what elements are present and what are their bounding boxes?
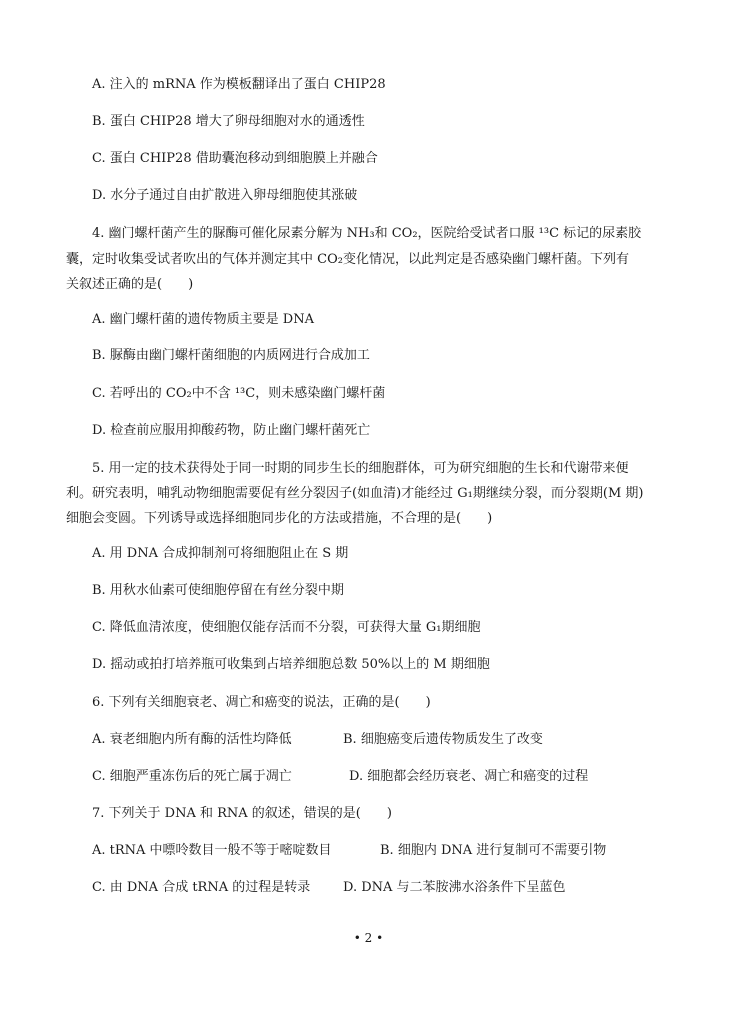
page-number: • 2 •: [353, 931, 384, 945]
q5-option-a: A. 用 DNA 合成抑制剂可将细胞阻止在 S 期: [92, 546, 349, 561]
q4-stem-line-3: 关叙述正确的是( ): [66, 277, 194, 292]
q6-option-a: A. 衰老细胞内所有酶的活性均降低: [92, 732, 292, 747]
q3-option-c: C. 蛋白 CHIP28 借助囊泡移动到细胞膜上并融合: [92, 151, 378, 166]
q6-option-c: C. 细胞严重冻伤后的死亡属于凋亡: [92, 769, 292, 784]
q5-option-b: B. 用秋水仙素可使细胞停留在有丝分裂中期: [92, 583, 344, 598]
q7-option-b: B. 细胞内 DNA 进行复制可不需要引物: [380, 843, 607, 858]
q3-option-d: D. 水分子通过自由扩散进入卵母细胞使其涨破: [92, 188, 358, 203]
q7-option-c: C. 由 DNA 合成 tRNA 的过程是转录: [92, 880, 311, 895]
q6-stem: 6. 下列有关细胞衰老、凋亡和癌变的说法，正确的是( ): [92, 695, 431, 710]
q5-stem-line-2: 利。研究表明，哺乳动物细胞需要促有丝分裂因子(如血清)才能经过 G₁期继续分裂，而分裂期(M 期): [66, 486, 644, 501]
q5-option-c: C. 降低血清浓度，使细胞仅能存活而不分裂，可获得大量 G₁期细胞: [92, 620, 481, 635]
q7-stem: 7. 下列关于 DNA 和 RNA 的叙述，错误的是( ): [92, 806, 392, 821]
q4-option-d: D. 检查前应服用抑酸药物，防止幽门螺杆菌死亡: [92, 423, 371, 438]
q7-option-a: A. tRNA 中嘌呤数目一般不等于嘧啶数目: [92, 843, 332, 858]
q4-stem-line-1: 4. 幽门螺杆菌产生的脲酶可催化尿素分解为 NH₃和 CO₂，医院给受试者口服 ¹³C 标记的尿素胶: [92, 226, 642, 241]
q3-option-a: A. 注入的 mRNA 作为模板翻译出了蛋白 CHIP28: [92, 77, 386, 92]
q7-option-d: D. DNA 与二苯胺沸水浴条件下呈蓝色: [343, 880, 566, 895]
q4-option-b: B. 脲酶由幽门螺杆菌细胞的内质网进行合成加工: [92, 348, 370, 363]
q4-option-c: C. 若呼出的 CO₂中不含 ¹³C，则未感染幽门螺杆菌: [92, 386, 386, 401]
q3-option-b: B. 蛋白 CHIP28 增大了卵母细胞对水的通透性: [92, 114, 365, 129]
q6-option-d: D. 细胞都会经历衰老、凋亡和癌变的过程: [349, 769, 589, 784]
q6-option-b: B. 细胞癌变后遗传物质发生了改变: [343, 732, 543, 747]
q5-stem-line-1: 5. 用一定的技术获得处于同一时期的同步生长的细胞群体，可为研究细胞的生长和代谢带来便: [92, 461, 629, 476]
q4-stem-line-2: 囊，定时收集受试者吹出的气体并测定其中 CO₂变化情况，以此判定是否感染幽门螺杆菌。下列有: [66, 252, 629, 267]
q5-stem-line-3: 细胞会变圆。下列诱导或选择细胞同步化的方法或措施，不合理的是( ): [66, 511, 493, 526]
q4-option-a: A. 幽门螺杆菌的遗传物质主要是 DNA: [92, 312, 314, 327]
q5-option-d: D. 摇动或拍打培养瓶可收集到占培养细胞总数 50%以上的 M 期细胞: [92, 657, 490, 672]
